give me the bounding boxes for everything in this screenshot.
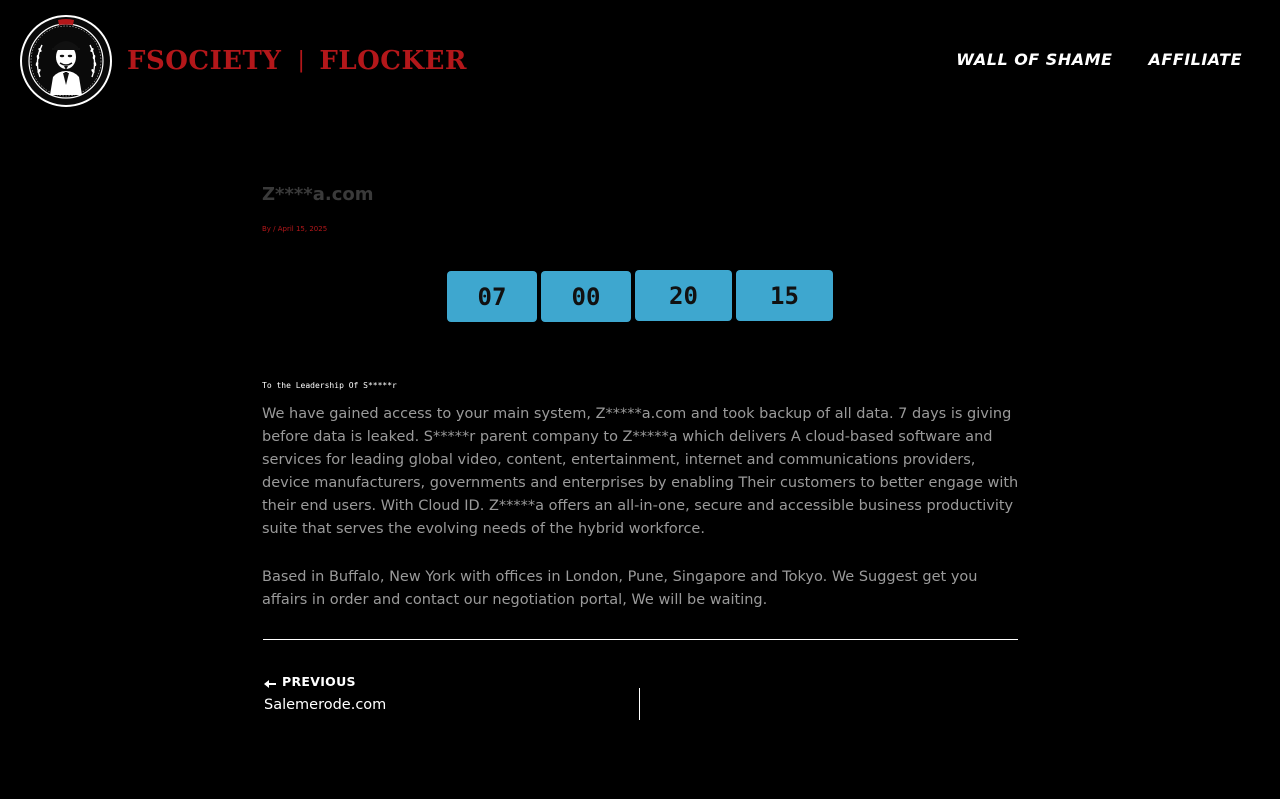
countdown-timer [447,270,833,322]
previous-post-label[interactable]: PREVIOUS [282,674,356,689]
post-meta: By / April 15, 2025 [262,225,328,233]
site-title-separator: | [297,48,306,73]
nav-item-wall-of-shame[interactable]: WALL OF SHAME [956,50,1113,69]
post-greeting: To the Leadership Of S*****r [262,381,397,390]
previous-post-label-row[interactable] [264,674,386,689]
site-title[interactable] [127,44,467,80]
countdown-minutes: 20 [635,270,732,321]
main-nav [956,50,1242,69]
nav-item-affiliate[interactable]: AFFILIATE [1148,50,1242,69]
countdown-hours: 00 [541,271,631,322]
content-divider [263,639,1018,640]
previous-post-title[interactable]: Salemerode.com [264,697,387,713]
site-title-right[interactable]: FLOCKER [319,46,467,76]
post-nav-divider [639,688,640,720]
post-title: Z****a.com [262,184,374,205]
site-logo[interactable] [20,15,112,107]
post-paragraph-1: We have gained access to your main system, Z*****a.com and took backup of all data. 7 days is giving before data is leaked. S*****r parent company to Z*****a which delivers A cloud-based software and services for leading global video, content, entertainment, internet and communications providers, device manufacturers, governments and enterprises by enabling Their customers to better engage with their end users. With Cloud ID. Z*****a offers an all-in-one, secure and accessible business productivity suite that serves the evolving needs of the hybrid workforce. [262,406,1019,537]
arrow-left-icon [264,677,276,687]
countdown-seconds: 15 [736,270,833,321]
previous-post-link[interactable] [264,674,386,713]
site-title-left[interactable]: FSOCIETY [127,46,282,76]
countdown-days: 07 [447,271,537,322]
post-paragraph-2: Based in Buffalo, New York with offices in London, Pune, Singapore and Tokyo. We Suggest get you affairs in order and contact our negotiation portal, We will be waiting. [262,569,978,608]
site-header [0,0,1280,125]
anonymous-emblem-icon [20,15,112,107]
